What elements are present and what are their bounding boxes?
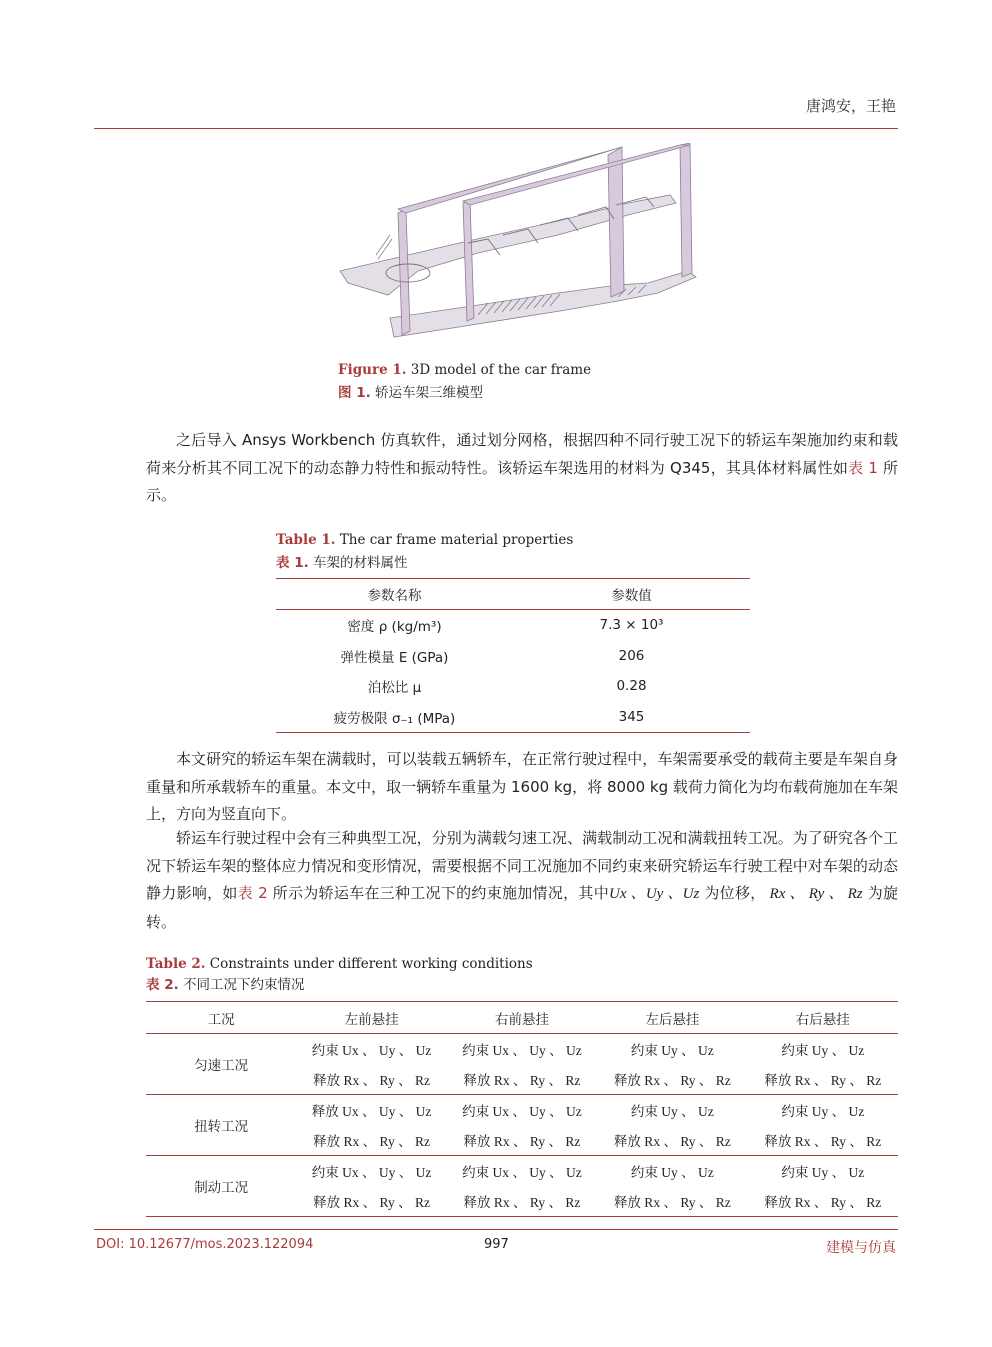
condition-cell: 匀速工况 — [146, 1034, 296, 1095]
footer-rule — [94, 1229, 898, 1230]
paragraph-3: 轿运车行驶过程中会有三种典型工况，分别为满载匀速工况、满载制动工况和满载扭转工况。为了研究各个工况下轿运车架的整体应力情况和变形情况，需要根据不同工况施加不同约束来研究轿运车行驶工程中对车架的动态静力影响，如表 2 所示为轿运车在三种工况下的约束施加情况，其中Ux 、Uy 、Uz 为位移， Rx 、 Ry 、 Rz 为旋转。 — [146, 829, 898, 931]
table-header-row: 工况 左前悬挂 右前悬挂 左后悬挂 右后悬挂 — [146, 1002, 898, 1034]
material-properties-table — [276, 578, 750, 733]
running-header-authors: 唐鸿安，王艳 — [805, 97, 896, 115]
table-row: 泊松比 μ 0.28 — [367, 678, 647, 697]
table2-caption-zh: 表 2. 不同工况下约束情况 — [146, 977, 305, 993]
condition-cell: 扭转工况 — [146, 1095, 296, 1156]
journal-name: 建模与仿真 — [826, 1240, 896, 1256]
table-row: 释放 Rx 、 Ry 、 Rz 释放 Rx 、 Ry 、 Rz 释放 Rx 、 Ry 、 Rz 释放 Rx 、 Ry 、 Rz — [146, 1064, 898, 1095]
table1-caption-zh: 表 1. 车架的材料属性 — [276, 555, 408, 571]
table1-link[interactable]: 表 1 — [848, 458, 878, 477]
paragraph-1: 之后导入 Ansys Workbench 仿真软件，通过划分网格，根据四种不同行驶工况下的轿运车架施加约束和载荷来分析其不同工况下的动态静力特性和振动特性。该轿运车架选用的材料为 Q345，其具体材料属性如表 1 所示。 — [146, 431, 898, 504]
table-header-row — [276, 579, 750, 610]
page-number: 997 — [484, 1237, 509, 1252]
figure1-caption-en: Figure 1. 3D model of the car frame — [338, 362, 592, 378]
table-row: 匀速工况 约束 Ux 、 Uy 、 Uz 约束 Ux 、 Uy 、 Uz 约束 Uy 、 Uz 约束 Uy 、 Uz — [146, 1034, 898, 1065]
table-row: 密度 ρ (kg/m³) 7.3 × 10³ — [347, 617, 664, 636]
table1-caption-en: Table 1. The car frame material properties — [276, 532, 574, 548]
table2-caption-en: Table 2. Constraints under different working conditions — [146, 956, 533, 972]
header-rule — [94, 128, 898, 129]
condition-cell: 制动工况 — [146, 1156, 296, 1217]
table-row: 扭转工况 释放 Ux 、 Uy 、 Uz 约束 Ux 、 Uy 、 Uz 约束 Uy 、 Uz 约束 Uy 、 Uz — [146, 1095, 898, 1126]
table-row: 弹性模量 E (GPa) 206 — [340, 647, 645, 666]
figure1-caption-zh: 图 1. 轿运车架三维模型 — [338, 385, 484, 401]
table-row: 制动工况 约束 Ux 、 Uy 、 Uz 约束 Ux 、 Uy 、 Uz 约束 Uy 、 Uz 约束 Uy 、 Uz — [146, 1156, 898, 1187]
doi-link[interactable]: DOI: 10.12677/mos.2023.122094 — [96, 1237, 314, 1252]
table-row: 释放 Rx 、 Ry 、 Rz 释放 Rx 、 Ry 、 Rz 释放 Rx 、 Ry 、 Rz 释放 Rx 、 Ry 、 Rz — [146, 1125, 898, 1156]
table2-link[interactable]: 表 2 — [237, 884, 268, 902]
constraints-table — [146, 1001, 898, 1217]
col-header-param-value: 参数值 — [513, 579, 750, 610]
table-row: 疲劳极限 σ₋₁ (MPa) 345 — [276, 702, 750, 733]
paragraph-2: 本文研究的轿运车架在满载时，可以装载五辆轿车，在正常行驶过程中，车架需要承受的载荷主要是车架自身重量和所承载轿车的重量。本文中，取一辆轿车重量为 1600 kg，将 8000 kg 载荷力简化为均布载荷施加在车架上，方向为竖直向下。 — [146, 750, 898, 823]
col-header-param-name: 参数名称 — [276, 579, 513, 610]
table-row: 释放 Rx 、 Ry 、 Rz 释放 Rx 、 Ry 、 Rz 释放 Rx 、 Ry 、 Rz 释放 Rx 、 Ry 、 Rz — [146, 1186, 898, 1217]
car-frame-3d-model-figure — [328, 143, 708, 348]
